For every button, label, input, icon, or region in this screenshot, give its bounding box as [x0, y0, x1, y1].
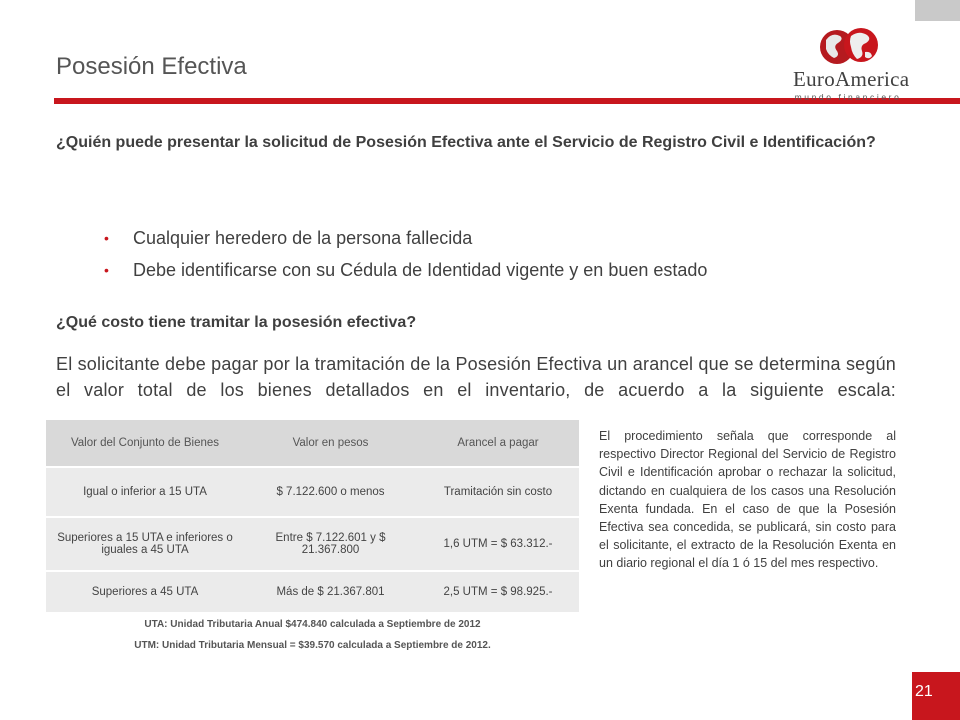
- table-cell: 2,5 UTM = $ 98.925.-: [417, 571, 579, 612]
- uta-note: UTA: Unidad Tributaria Anual $474.840 calculada a Septiembre de 2012: [144, 619, 481, 630]
- table-cell: 1,6 UTM = $ 63.312.-: [417, 517, 579, 571]
- table-cell: Entre $ 7.122.601 y $ 21.367.800: [244, 517, 417, 571]
- table-header-row: [46, 420, 579, 467]
- title-underline: [54, 98, 894, 104]
- logo-tagline: mundo financiero: [794, 92, 902, 102]
- title-underline-tail: [894, 98, 960, 104]
- utm-note: UTM: Unidad Tributaria Mensual = $39.570 calculada a Septiembre de 2012.: [134, 640, 491, 651]
- question-who: ¿Quién puede presentar la solicitud de Posesión Efectiva ante el Servicio de Registro Civil e Identificación?: [56, 134, 876, 151]
- question-cost: ¿Qué costo tiene tramitar la posesión efectiva?: [56, 314, 417, 331]
- column-header: Valor del Conjunto de Bienes: [46, 420, 244, 467]
- cost-paragraph: El solicitante debe pagar por la tramitación de la Posesión Efectiva un arancel que se determina según el valor total de los bienes detallados en el inventario, de acuerdo a la siguiente escala:: [56, 354, 896, 400]
- list-item-text: Cualquier heredero de la persona fallecida: [133, 228, 473, 248]
- table-row: [46, 517, 579, 571]
- logo-name: EuroAmerica: [793, 67, 910, 91]
- column-header: Arancel a pagar: [417, 420, 579, 467]
- bullet-icon: •: [104, 262, 109, 278]
- bullet-list: [100, 222, 707, 286]
- procedure-note: El procedimiento señala que corresponde al respectivo Director Regional del Servicio de Registro Civil e Identificación aprobar o rechazar la solicitud, dictando en cualquiera de los casos una Resolución Exenta fundada. En el caso de que la Posesión Efectiva sea concedida, se publicará, sin costo para el solicitante, el extracto de la Resolución Exenta en un diario regional el día 1 ó 15 del mes respectivo.: [599, 429, 896, 571]
- table-cell: Superiores a 15 UTA e inferiores o iguales a 45 UTA: [46, 517, 244, 571]
- slide-title: Posesión Efectiva: [56, 53, 247, 80]
- table-cell: Igual o inferior a 15 UTA: [46, 467, 244, 517]
- table-cell: Más de $ 21.367.801: [244, 571, 417, 612]
- bullet-icon: •: [104, 230, 109, 246]
- euroamerica-logo: [793, 22, 910, 106]
- list-item: [100, 222, 707, 254]
- page-number: 21: [915, 683, 933, 700]
- table-cell: Tramitación sin costo: [417, 467, 579, 517]
- list-item: [100, 254, 707, 286]
- globes-icon: [817, 22, 881, 72]
- fee-scale-table: [46, 420, 579, 612]
- table-row: [46, 467, 579, 517]
- corner-decoration: [915, 0, 960, 21]
- list-item-text: Debe identificarse con su Cédula de Identidad vigente y en buen estado: [133, 260, 708, 280]
- table-cell: Superiores a 45 UTA: [46, 571, 244, 612]
- table-row: [46, 571, 579, 612]
- column-header: Valor en pesos: [244, 420, 417, 467]
- table-cell: $ 7.122.600 o menos: [244, 467, 417, 517]
